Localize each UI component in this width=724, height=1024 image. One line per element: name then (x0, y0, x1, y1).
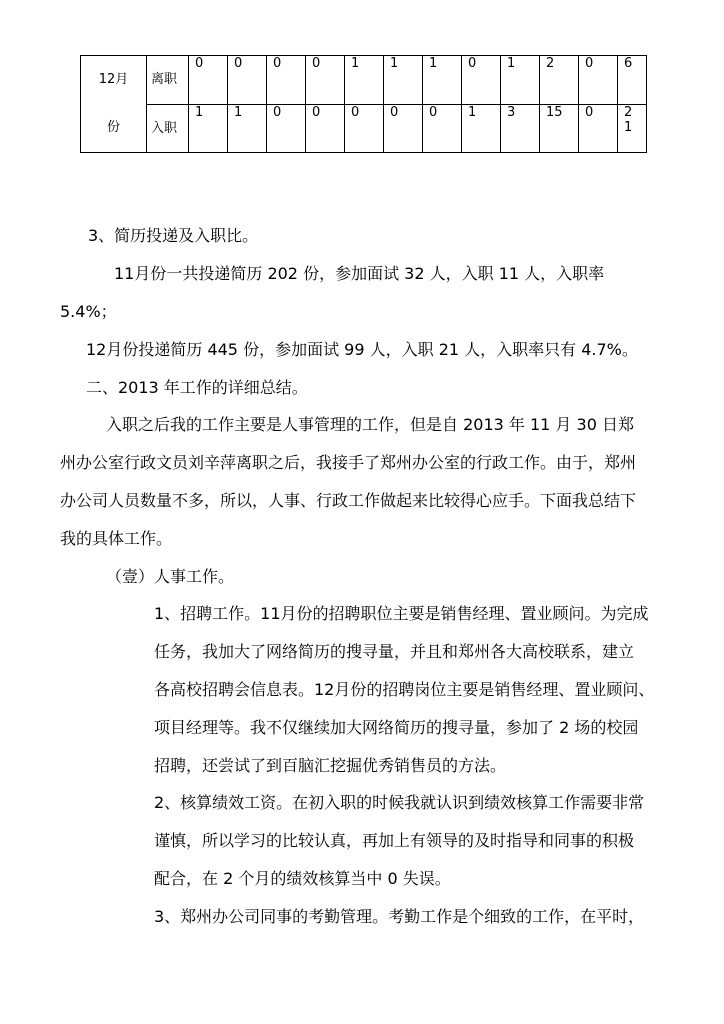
table-cell: 1 (345, 56, 384, 105)
paragraph-line: 任务，我加大了网络简历的搜寻量，并且和郑州各大高校联系，建立 (154, 642, 635, 661)
paragraph-line: 12月份投递简历 445 份，参加面试 99 人，入职 21 人，入职率只有 4.7%。 (86, 340, 638, 359)
subsection-heading: （壹）人事工作。 (106, 567, 235, 586)
table-cell: 0 (189, 56, 228, 105)
paragraph-line: 2、核算绩效工资。在初入职的时候我就认识到绩效核算工作需要非常 (154, 793, 645, 812)
paragraph-line: 配合，在 2 个月的绩效核算当中 0 失误。 (154, 869, 451, 888)
paragraph-line: 3、郑州办公司同事的考勤管理。考勤工作是个细致的工作，在平时， (154, 907, 645, 926)
table-cell: 6 (618, 56, 647, 105)
table-cell: 2 1 (618, 104, 647, 153)
section-heading-3: 3、简历投递及入职比。 (88, 226, 259, 245)
table-cell: 0 (423, 104, 462, 153)
paragraph-line: 各高校招聘会信息表。12月份的招聘岗位主要是销售经理、置业顾问、 (154, 680, 655, 699)
table-cell: 3 (501, 104, 540, 153)
table-cell: 0 (306, 104, 345, 153)
table-cell: 0 (306, 56, 345, 105)
row-label-hire: 入职 (147, 104, 189, 153)
paragraph-line: 1、招聘工作。11月份的招聘职位主要是销售经理、置业顾问。为完成 (154, 604, 649, 623)
paragraph-line: 州办公室行政文员刘辛萍离职之后，我接手了郑州办公室的行政工作。由于，郑州 (60, 453, 637, 472)
month-cell (81, 56, 147, 153)
table-cell: 1 (423, 56, 462, 105)
paragraph-line: 办公司人员数量不多，所以，人事、行政工作做起来比较得心应手。下面我总结下 (60, 491, 637, 510)
paragraph-line: 招聘，还尝试了到百脑汇挖掘优秀销售员的方法。 (154, 756, 507, 775)
table-cell: 0 (579, 104, 618, 153)
table-cell: 0 (267, 104, 306, 153)
row-label-resign: 离职 (147, 56, 189, 105)
paragraph-line: 谨慎，所以学习的比较认真，再加上有领导的及时指导和同事的积极 (154, 831, 635, 850)
table-row (81, 104, 647, 153)
month-line-2: 份 (106, 120, 120, 135)
monthly-stats-table (80, 55, 647, 153)
table-cell: 1 (462, 104, 501, 153)
month-line-1: 12月 (98, 72, 129, 87)
table-cell: 2 (540, 56, 579, 105)
table-cell: 0 (345, 104, 384, 153)
section-heading-2: 二、2013 年工作的详细总结。 (86, 378, 308, 397)
table-cell: 1 (384, 56, 423, 105)
table-cell: 0 (384, 104, 423, 153)
table-cell: 0 (579, 56, 618, 105)
table-cell: 0 (267, 56, 306, 105)
table-cell: 0 (462, 56, 501, 105)
table-cell: 1 (189, 104, 228, 153)
table-cell: 1 (501, 56, 540, 105)
paragraph-line: 我的具体工作。 (60, 529, 173, 548)
table-row (81, 56, 647, 105)
table-cell: 0 (228, 56, 267, 105)
paragraph-line: 5.4%； (60, 302, 117, 321)
table-cell: 15 (540, 104, 579, 153)
paragraph-line: 项目经理等。我不仅继续加大网络简历的搜寻量，参加了 2 场的校园 (154, 718, 639, 737)
table-cell: 1 (228, 104, 267, 153)
paragraph-line: 11月份一共投递简历 202 份，参加面试 32 人，入职 11 人，入职率 (114, 264, 605, 283)
paragraph-line: 入职之后我的工作主要是人事管理的工作，但是自 2013 年 11 月 30 日郑 (106, 415, 634, 434)
